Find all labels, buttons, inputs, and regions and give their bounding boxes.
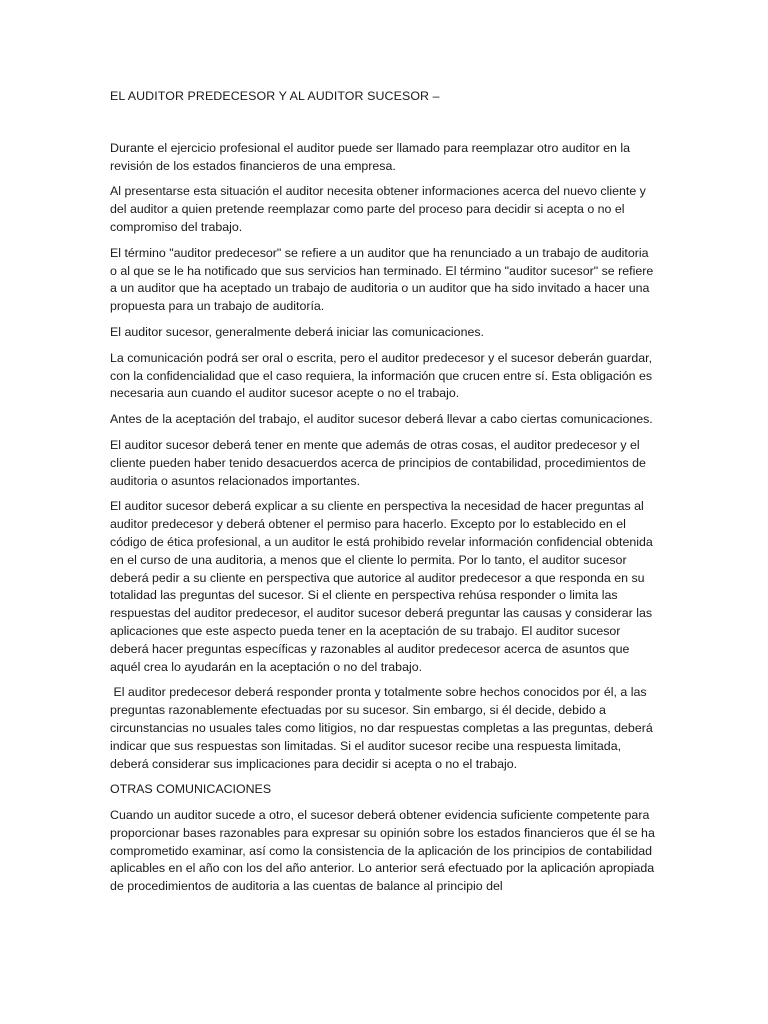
section-paragraph-1: Cuando un auditor sucede a otro, el sucesor deberá obtener evidencia suficiente competente para proporcionar bases razonables para expresar su opinión sobre los estados financieros que él se ha comprometido examinar, así como la consistencia de la aplicación de los principios de contabilidad aplicables en el año con los del año anterior. Lo anterior será efectuado por la aplicación apropiada de procedimientos de auditoria a las cuentas de balance al principio del (110, 808, 655, 894)
paragraph-3: El término "auditor predecesor" se refiere a un auditor que ha renunciado a un trabajo de auditoria o al que se le ha notificado que sus servicios han terminado. El término "auditor sucesor" se refiere a un auditor que ha aceptado un trabajo de auditoria o un auditor que ha sido invitado a hacer una propuesta para un trabajo de auditoría. (110, 245, 654, 314)
paragraph-8: El auditor sucesor deberá explicar a su cliente en perspectiva la necesidad de hacer preguntas al auditor predecesor y deberá obtener el permiso para hacerlo. Excepto por lo establecido en el código de ética profesional, a un auditor le está prohibido revelar información confidencial obtenida en el curso de una auditoria, a menos que el cliente lo permita. Por lo tanto, el auditor sucesor deberá pedir a su cliente en perspectiva que autorice al auditor predecesor a que responda en su totalidad las preguntas del sucesor. Si el cliente en perspectiva rehúsa responder o limita las respuestas del auditor predecesor, el auditor sucesor deberá preguntar las causas y considerar las aplicaciones que este aspecto pueda tener en la aceptación de su trabajo. El auditor sucesor deberá hacer preguntas específicas y razonables al auditor predecesor acerca de asuntos que aquél crea lo ayudarán en la aceptación o no del trabajo. (110, 499, 653, 674)
paragraph-6: Antes de la aceptación del trabajo, el auditor sucesor deberá llevar a cabo ciertas comunicaciones. (110, 412, 653, 427)
paragraph-9: El auditor predecesor deberá responder pronta y totalmente sobre hechos conocidos por él, a las preguntas razonablemente efectuadas por su sucesor. Sin embargo, si él decide, debido a circunstancias no usuales tales como litigios, no dar respuestas completas a las preguntas, deberá indicar que sus respuestas son limitadas. Si el auditor sucesor recibe una respuesta limitada, deberá considerar sus implicaciones para decidir si acepta o no el trabajo. (110, 685, 657, 771)
document-title: EL AUDITOR PREDECESOR Y AL AUDITOR SUCESOR – (110, 89, 440, 103)
section-heading: OTRAS COMUNICACIONES (110, 782, 272, 797)
paragraph-5: La comunicación podrá ser oral o escrita, pero el auditor predecesor y el sucesor deberán guardar, con la confidencialidad que el caso requiera, la información que crucen entre sí. Esta obligación es necesaria aun cuando el auditor sucesor acepte o no el trabajo. (110, 350, 653, 401)
paragraph-1: Durante el ejercicio profesional el auditor puede ser llamado para reemplazar otro auditor en la revisión de los estados financieros de una empresa. (110, 140, 631, 173)
paragraph-4: El auditor sucesor, generalmente deberá iniciar las comunicaciones. (110, 324, 484, 339)
paragraph-7: El auditor sucesor deberá tener en mente que además de otras cosas, el auditor predecesor y el cliente pueden haber tenido desacuerdos acerca de principios de contabilidad, procedimientos de auditoria o asuntos relacionados importantes. (110, 437, 646, 488)
paragraph-2: Al presentarse esta situación el auditor necesita obtener informaciones acerca del nuevo cliente y del auditor a quien pretende reemplazar como parte del proceso para decidir si acepta o no el compromiso del trabajo. (110, 184, 646, 234)
document-page (110, 88, 658, 904)
